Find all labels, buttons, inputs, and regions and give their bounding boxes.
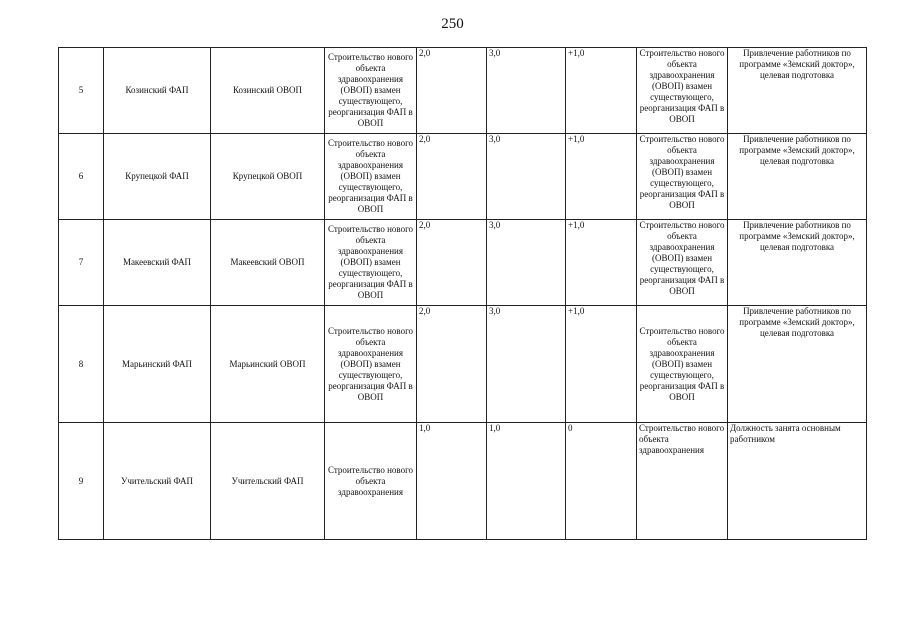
- staffing-note: Привлечение работников по программе «Земский доктор», целевая подготовка: [728, 134, 867, 220]
- fap-name: Макеевский ФАП: [104, 220, 211, 306]
- table-row: [59, 306, 867, 423]
- staffing-note: Привлечение работников по программе «Земский доктор», целевая подготовка: [728, 220, 867, 306]
- target-name: Марьинский ОВОП: [211, 306, 325, 423]
- fap-name: Учительский ФАП: [104, 423, 211, 540]
- value-difference: +1,0: [566, 48, 637, 134]
- value-difference: 0: [566, 423, 637, 540]
- fap-name: Козинский ФАП: [104, 48, 211, 134]
- planned-action: Строительство нового объекта здравоохранения: [325, 423, 417, 540]
- value-planned: 3,0: [487, 48, 566, 134]
- table-row: [59, 48, 867, 134]
- planned-action: Строительство нового объекта здравоохранения (ОВОП) взамен существующего, реорганизация ФАП в ОВОП: [325, 306, 417, 423]
- target-name: Макеевский ОВОП: [211, 220, 325, 306]
- row-number: 6: [59, 134, 104, 220]
- target-name: Крупецкой ОВОП: [211, 134, 325, 220]
- fap-name: Марьинский ФАП: [104, 306, 211, 423]
- value-current: 2,0: [417, 134, 487, 220]
- table-row: [59, 220, 867, 306]
- fap-name: Крупецкой ФАП: [104, 134, 211, 220]
- value-planned: 1,0: [487, 423, 566, 540]
- value-current: 2,0: [417, 306, 487, 423]
- value-current: 1,0: [417, 423, 487, 540]
- staffing-note: Привлечение работников по программе «Земский доктор», целевая подготовка: [728, 48, 867, 134]
- value-planned: 3,0: [487, 220, 566, 306]
- row-number: 7: [59, 220, 104, 306]
- planned-action-2: Строительство нового объекта здравоохранения (ОВОП) взамен существующего, реорганизация ФАП в ОВОП: [637, 48, 728, 134]
- staffing-note: Должность занята основным работником: [728, 423, 867, 540]
- table-row: [59, 423, 867, 540]
- facilities-table: [58, 47, 867, 540]
- target-name: Козинский ОВОП: [211, 48, 325, 134]
- value-current: 2,0: [417, 48, 487, 134]
- planned-action-2: Строительство нового объекта здравоохранения (ОВОП) взамен существующего, реорганизация ФАП в ОВОП: [637, 306, 728, 423]
- planned-action-2: Строительство нового объекта здравоохранения (ОВОП) взамен существующего, реорганизация ФАП в ОВОП: [637, 220, 728, 306]
- planned-action-2: Строительство нового объекта здравоохранения (ОВОП) взамен существующего, реорганизация ФАП в ОВОП: [637, 134, 728, 220]
- page-number: 250: [441, 16, 464, 32]
- value-planned: 3,0: [487, 134, 566, 220]
- planned-action: Строительство нового объекта здравоохранения (ОВОП) взамен существующего, реорганизация ФАП в ОВОП: [325, 48, 417, 134]
- value-current: 2,0: [417, 220, 487, 306]
- planned-action-2: Строительство нового объекта здравоохранения: [637, 423, 728, 540]
- value-planned: 3,0: [487, 306, 566, 423]
- table-row: [59, 134, 867, 220]
- staffing-note: Привлечение работников по программе «Земский доктор», целевая подготовка: [728, 306, 867, 423]
- value-difference: +1,0: [566, 134, 637, 220]
- row-number: 9: [59, 423, 104, 540]
- planned-action: Строительство нового объекта здравоохранения (ОВОП) взамен существующего, реорганизация ФАП в ОВОП: [325, 220, 417, 306]
- row-number: 5: [59, 48, 104, 134]
- value-difference: +1,0: [566, 220, 637, 306]
- row-number: 8: [59, 306, 104, 423]
- planned-action: Строительство нового объекта здравоохранения (ОВОП) взамен существующего, реорганизация ФАП в ОВОП: [325, 134, 417, 220]
- value-difference: +1,0: [566, 306, 637, 423]
- target-name: Учительский ФАП: [211, 423, 325, 540]
